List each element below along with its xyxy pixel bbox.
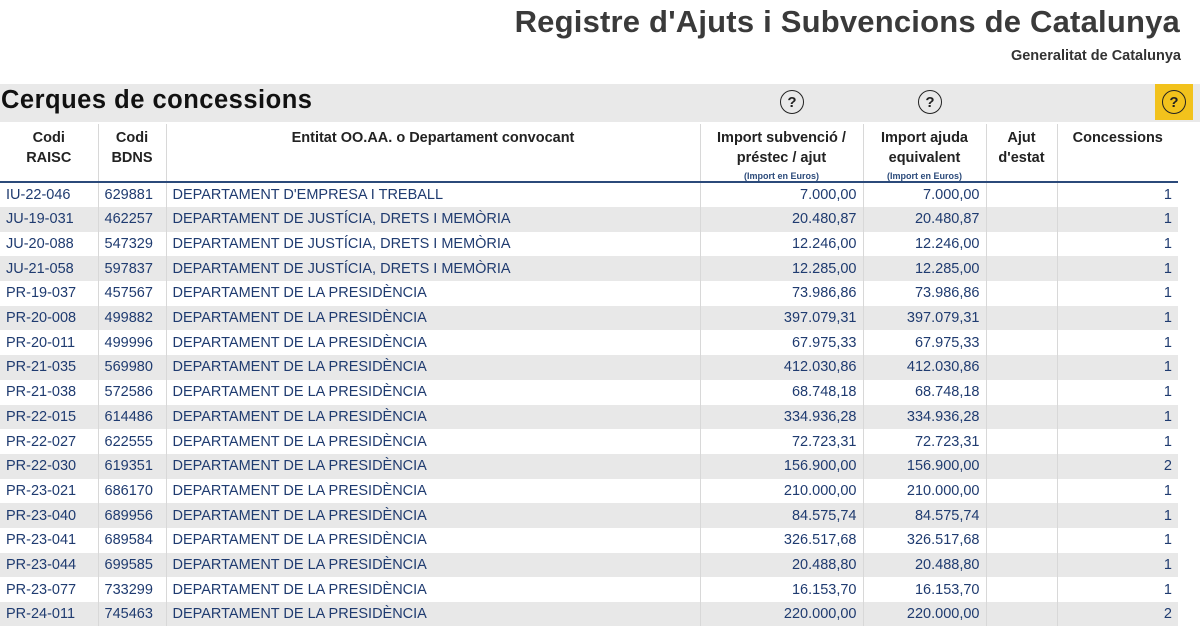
cell-entitat: DEPARTAMENT DE LA PRESIDÈNCIA: [166, 577, 700, 602]
cell-import-ajuda: 326.517,68: [863, 528, 986, 553]
cell-ajut-estat: [986, 479, 1057, 504]
cell-codi-raisc[interactable]: JU-20-088: [0, 232, 98, 257]
cell-import-subvencio: 326.517,68: [700, 528, 863, 553]
cell-ajut-estat: [986, 256, 1057, 281]
table-row[interactable]: [0, 454, 1178, 479]
cell-import-subvencio: 68.748,18: [700, 380, 863, 405]
table-row[interactable]: [0, 429, 1178, 454]
table-row[interactable]: [0, 479, 1178, 504]
cell-entitat: DEPARTAMENT DE LA PRESIDÈNCIA: [166, 454, 700, 479]
table-row[interactable]: [0, 577, 1178, 602]
cell-ajut-estat: [986, 207, 1057, 232]
help-icon-import-subvencio[interactable]: ?: [780, 90, 804, 114]
cell-entitat: DEPARTAMENT DE LA PRESIDÈNCIA: [166, 528, 700, 553]
cell-concessions[interactable]: 1: [1057, 355, 1178, 380]
cell-codi-raisc[interactable]: PR-23-077: [0, 577, 98, 602]
cell-concessions[interactable]: 1: [1057, 330, 1178, 355]
cell-import-subvencio: 84.575,74: [700, 503, 863, 528]
column-header-bdns[interactable]: Codi BDNS: [98, 124, 166, 182]
cell-concessions[interactable]: 1: [1057, 528, 1178, 553]
cell-ajut-estat: [986, 503, 1057, 528]
cell-import-ajuda: 73.986,86: [863, 281, 986, 306]
table-row[interactable]: [0, 553, 1178, 578]
cell-codi-bdns: 689584: [98, 528, 166, 553]
cell-codi-bdns: 569980: [98, 355, 166, 380]
cell-codi-bdns: 622555: [98, 429, 166, 454]
cell-concessions[interactable]: 1: [1057, 232, 1178, 257]
cell-import-ajuda: 16.153,70: [863, 577, 986, 602]
table-row[interactable]: [0, 503, 1178, 528]
page-subtitle: Generalitat de Catalunya: [1010, 48, 1181, 64]
unit-note: (Import en Euros): [886, 171, 962, 181]
cell-codi-raisc[interactable]: PR-22-030: [0, 454, 98, 479]
table-row[interactable]: [0, 405, 1178, 430]
cell-codi-raisc[interactable]: IU-22-046: [0, 182, 98, 207]
cell-import-ajuda: 334.936,28: [863, 405, 986, 430]
cell-entitat: DEPARTAMENT DE LA PRESIDÈNCIA: [166, 355, 700, 380]
cell-entitat: DEPARTAMENT DE LA PRESIDÈNCIA: [166, 602, 700, 626]
cell-ajut-estat: [986, 380, 1057, 405]
cell-codi-raisc[interactable]: PR-21-038: [0, 380, 98, 405]
cell-codi-raisc[interactable]: PR-20-008: [0, 306, 98, 331]
cell-codi-bdns: 745463: [98, 602, 166, 626]
cell-codi-bdns: 686170: [98, 479, 166, 504]
help-icon-import-ajuda[interactable]: ?: [918, 90, 942, 114]
cell-ajut-estat: [986, 306, 1057, 331]
cell-codi-raisc[interactable]: PR-19-037: [0, 281, 98, 306]
import-subvencio-label: Import subvenció / préstec / ajut: [717, 130, 846, 166]
section-bar: [0, 84, 1200, 122]
cell-import-ajuda: 210.000,00: [863, 479, 986, 504]
import-ajuda-label: Import ajuda equivalent: [880, 130, 968, 166]
cell-import-ajuda: 12.246,00: [863, 232, 986, 257]
table-row[interactable]: [0, 207, 1178, 232]
cell-import-subvencio: 220.000,00: [700, 602, 863, 626]
cell-entitat: DEPARTAMENT DE LA PRESIDÈNCIA: [166, 380, 700, 405]
cell-codi-raisc[interactable]: PR-22-015: [0, 405, 98, 430]
table-row[interactable]: [0, 256, 1178, 281]
table-body: [0, 182, 1178, 626]
page-title: Registre d'Ajuts i Subvencions de Catalunya: [514, 4, 1180, 39]
cell-ajut-estat: [986, 355, 1057, 380]
cell-ajut-estat: [986, 330, 1057, 355]
cell-import-ajuda: 12.285,00: [863, 256, 986, 281]
cell-entitat: DEPARTAMENT DE LA PRESIDÈNCIA: [166, 503, 700, 528]
cell-ajut-estat: [986, 182, 1057, 207]
cell-concessions[interactable]: 1: [1057, 405, 1178, 430]
cell-ajut-estat: [986, 281, 1057, 306]
section-title: Cerques de concessions: [1, 86, 313, 114]
cell-codi-raisc[interactable]: PR-22-027: [0, 429, 98, 454]
cell-concessions[interactable]: 1: [1057, 479, 1178, 504]
cell-ajut-estat: [986, 602, 1057, 626]
cell-ajut-estat: [986, 429, 1057, 454]
cell-import-subvencio: 20.488,80: [700, 553, 863, 578]
cell-entitat: DEPARTAMENT DE LA PRESIDÈNCIA: [166, 479, 700, 504]
cell-codi-bdns: 699585: [98, 553, 166, 578]
column-header-import-ajuda[interactable]: [863, 124, 986, 182]
cell-import-ajuda: 20.480,87: [863, 207, 986, 232]
table-row[interactable]: [0, 380, 1178, 405]
cell-import-subvencio: 210.000,00: [700, 479, 863, 504]
column-header-raisc[interactable]: Codi RAISC: [0, 124, 98, 182]
cell-concessions[interactable]: 1: [1057, 207, 1178, 232]
cell-import-ajuda: 72.723,31: [863, 429, 986, 454]
cell-import-subvencio: 72.723,31: [700, 429, 863, 454]
table-row[interactable]: [0, 602, 1178, 626]
cell-import-ajuda: 84.575,74: [863, 503, 986, 528]
column-header-import-subvencio[interactable]: [700, 124, 863, 182]
table-row[interactable]: [0, 330, 1178, 355]
cell-import-subvencio: 7.000,00: [700, 182, 863, 207]
cell-codi-bdns: 457567: [98, 281, 166, 306]
table-row[interactable]: [0, 232, 1178, 257]
cell-import-ajuda: 397.079,31: [863, 306, 986, 331]
cell-entitat: DEPARTAMENT DE LA PRESIDÈNCIA: [166, 405, 700, 430]
table-row[interactable]: [0, 306, 1178, 331]
app-header: [0, 0, 1200, 84]
cell-import-subvencio: 412.030,86: [700, 355, 863, 380]
cell-codi-raisc[interactable]: JU-21-058: [0, 256, 98, 281]
cell-concessions[interactable]: 1: [1057, 256, 1178, 281]
column-header-ajut-estat[interactable]: Ajut d'estat: [986, 124, 1057, 182]
cell-concessions[interactable]: 2: [1057, 454, 1178, 479]
cell-import-subvencio: 334.936,28: [700, 405, 863, 430]
cell-concessions[interactable]: 1: [1057, 429, 1178, 454]
cell-codi-raisc[interactable]: PR-23-021: [0, 479, 98, 504]
cell-import-ajuda: 412.030,86: [863, 355, 986, 380]
cell-entitat: DEPARTAMENT DE LA PRESIDÈNCIA: [166, 281, 700, 306]
cell-codi-raisc[interactable]: PR-21-035: [0, 355, 98, 380]
cell-concessions[interactable]: 1: [1057, 306, 1178, 331]
cell-concessions[interactable]: 1: [1057, 553, 1178, 578]
cell-codi-bdns: 597837: [98, 256, 166, 281]
cell-codi-bdns: 499996: [98, 330, 166, 355]
cell-concessions[interactable]: 2: [1057, 602, 1178, 626]
cell-concessions[interactable]: 1: [1057, 182, 1178, 207]
cell-entitat: DEPARTAMENT DE LA PRESIDÈNCIA: [166, 330, 700, 355]
column-header-entitat[interactable]: Entitat OO.AA. o Departament convocant: [166, 124, 700, 182]
cell-entitat: DEPARTAMENT DE LA PRESIDÈNCIA: [166, 306, 700, 331]
cell-codi-raisc[interactable]: PR-23-044: [0, 553, 98, 578]
cell-entitat: DEPARTAMENT DE LA PRESIDÈNCIA: [166, 429, 700, 454]
unit-note: (Import en Euros): [743, 171, 819, 181]
table-header-row: [0, 124, 1178, 182]
cell-codi-bdns: 499882: [98, 306, 166, 331]
cell-codi-bdns: 572586: [98, 380, 166, 405]
cell-codi-raisc[interactable]: PR-23-040: [0, 503, 98, 528]
cell-codi-bdns: 462257: [98, 207, 166, 232]
cell-codi-bdns: 733299: [98, 577, 166, 602]
cell-entitat: DEPARTAMENT DE JUSTÍCIA, DRETS I MEMÒRIA: [166, 232, 700, 257]
cell-import-subvencio: 397.079,31: [700, 306, 863, 331]
table-row[interactable]: [0, 528, 1178, 553]
cell-ajut-estat: [986, 528, 1057, 553]
cell-ajut-estat: [986, 553, 1057, 578]
cell-codi-bdns: 614486: [98, 405, 166, 430]
cell-import-subvencio: 67.975,33: [700, 330, 863, 355]
cell-import-subvencio: 73.986,86: [700, 281, 863, 306]
cell-import-ajuda: 156.900,00: [863, 454, 986, 479]
cell-codi-bdns: 689956: [98, 503, 166, 528]
cell-concessions[interactable]: 1: [1057, 503, 1178, 528]
cell-import-ajuda: 220.000,00: [863, 602, 986, 626]
cell-import-ajuda: 68.748,18: [863, 380, 986, 405]
cell-concessions[interactable]: 1: [1057, 380, 1178, 405]
concessions-table: [0, 124, 1178, 626]
table-row[interactable]: [0, 355, 1178, 380]
cell-import-subvencio: 156.900,00: [700, 454, 863, 479]
cell-entitat: DEPARTAMENT DE JUSTÍCIA, DRETS I MEMÒRIA: [166, 207, 700, 232]
cell-codi-bdns: 619351: [98, 454, 166, 479]
cell-concessions[interactable]: 1: [1057, 577, 1178, 602]
cell-codi-raisc[interactable]: PR-23-041: [0, 528, 98, 553]
help-button-main[interactable]: [1155, 84, 1193, 120]
cell-import-subvencio: 20.480,87: [700, 207, 863, 232]
cell-entitat: DEPARTAMENT D'EMPRESA I TREBALL: [166, 182, 700, 207]
cell-codi-raisc[interactable]: PR-24-011: [0, 602, 98, 626]
cell-ajut-estat: [986, 232, 1057, 257]
cell-import-subvencio: 12.246,00: [700, 232, 863, 257]
cell-ajut-estat: [986, 405, 1057, 430]
help-icon: ?: [1162, 90, 1186, 114]
cell-codi-bdns: 629881: [98, 182, 166, 207]
cell-codi-raisc[interactable]: JU-19-031: [0, 207, 98, 232]
cell-import-subvencio: 12.285,00: [700, 256, 863, 281]
cell-import-ajuda: 7.000,00: [863, 182, 986, 207]
cell-codi-raisc[interactable]: PR-20-011: [0, 330, 98, 355]
cell-codi-bdns: 547329: [98, 232, 166, 257]
cell-import-subvencio: 16.153,70: [700, 577, 863, 602]
cell-concessions[interactable]: 1: [1057, 281, 1178, 306]
cell-ajut-estat: [986, 577, 1057, 602]
table-row[interactable]: [0, 281, 1178, 306]
cell-import-ajuda: 20.488,80: [863, 553, 986, 578]
cell-entitat: DEPARTAMENT DE LA PRESIDÈNCIA: [166, 553, 700, 578]
table-row[interactable]: [0, 182, 1178, 207]
column-header-concessions[interactable]: Concessions: [1057, 124, 1178, 182]
cell-import-ajuda: 67.975,33: [863, 330, 986, 355]
cell-ajut-estat: [986, 454, 1057, 479]
cell-entitat: DEPARTAMENT DE JUSTÍCIA, DRETS I MEMÒRIA: [166, 256, 700, 281]
